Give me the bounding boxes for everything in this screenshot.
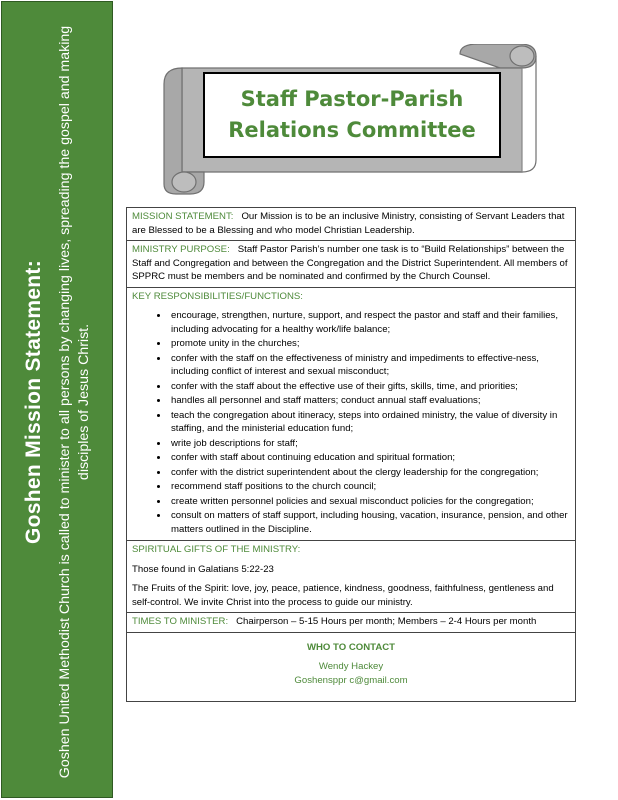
- times-label: TIMES TO MINISTER:: [132, 616, 229, 627]
- mission-text: Our Mission is to be an inclusive Ministry, consisting of Servant Leaders that are Blessed to be a Blessing and who model Christian Leadership.: [132, 211, 565, 236]
- contact-name: Wendy Hackey: [318, 661, 384, 672]
- list-item: • handles all personnel and staff matters; conduct annual staff evaluations;: [169, 394, 570, 408]
- times-section: [127, 613, 575, 633]
- sidebar-mission-text: Goshen United Methodist Church is called to minister to all persons by changing lives, spreading the gospel and making disciples of Jesus Christ.: [57, 25, 92, 779]
- list-item: • teach the congregation about itineracy, steps into ordained ministry, the value of diversity in staffing, and the ministerial education fund;: [169, 409, 570, 436]
- gifts-line-2: The Fruits of the Spirit: love, joy, peace, patience, kindness, goodness, faithfulness, gentleness and self-control. We invite Christ into the process to guide our ministry.: [132, 583, 554, 608]
- mission-sidebar: [1, 1, 113, 798]
- purpose-section: [127, 241, 575, 288]
- responsibilities-list: [132, 309, 570, 536]
- contact-section: [127, 633, 575, 702]
- contact-email[interactable]: Goshensppr c@gmail.com: [294, 674, 408, 686]
- times-text: Chairperson – 5-15 Hours per month; Members – 2-4 Hours per month: [236, 616, 537, 627]
- purpose-label: MINISTRY PURPOSE:: [132, 244, 230, 255]
- list-item: • consult on matters of staff support, including housing, vacation, insurance, pension, and other matters outlined in the Discipline.: [169, 509, 570, 536]
- sidebar-title: Goshen Mission Statement:: [22, 259, 45, 545]
- gifts-section: [127, 541, 575, 613]
- page-title: Staff Pastor-Parish Relations Committee: [228, 87, 476, 142]
- list-item: • promote unity in the churches;: [169, 337, 570, 351]
- sidebar-rotated-text: [22, 22, 94, 782]
- content-table: [126, 207, 576, 702]
- list-item: • encourage, strengthen, nurture, support, and respect the pastor and staff and their families, including advocating for a healthy work/life balance;: [169, 309, 570, 336]
- responsibilities-label: KEY RESPONSIBILITIES/FUNCTIONS:: [132, 290, 303, 302]
- title-box: [203, 72, 501, 158]
- list-item: • create written personnel policies and sexual misconduct policies for the congregation;: [169, 495, 570, 509]
- purpose-text: Staff Pastor Parish’s number one task is to “Build Relationships” between the Staff and Congregation and between the Congregation and the District Superintendent. All members of SPPRC must be members and be nominated and confirmed by the Church Counsel.: [132, 244, 568, 282]
- gifts-line-1: Those found in Galatians 5:22-23: [132, 563, 274, 575]
- responsibilities-section: [127, 288, 575, 542]
- mission-label: MISSION STATEMENT:: [132, 211, 234, 222]
- list-item: • confer with the district superintendent about the clergy leadership for the congregation;: [169, 466, 570, 480]
- list-item: • confer with the staff about the effective use of their gifts, skills, time, and priorities;: [169, 380, 570, 394]
- list-item: • confer with staff about continuing education and spiritual formation;: [169, 451, 570, 465]
- contact-heading: WHO TO CONTACT: [306, 641, 396, 653]
- list-item: • write job descriptions for staff;: [169, 437, 570, 451]
- mission-section: [127, 208, 575, 241]
- list-item: • recommend staff positions to the church council;: [169, 480, 570, 494]
- list-item: • confer with the staff on the effectiveness of ministry and impediments to effective-ness, including conflict of interest and sexual misconduct;: [169, 352, 570, 379]
- gifts-label: SPIRITUAL GIFTS OF THE MINISTRY:: [132, 544, 301, 555]
